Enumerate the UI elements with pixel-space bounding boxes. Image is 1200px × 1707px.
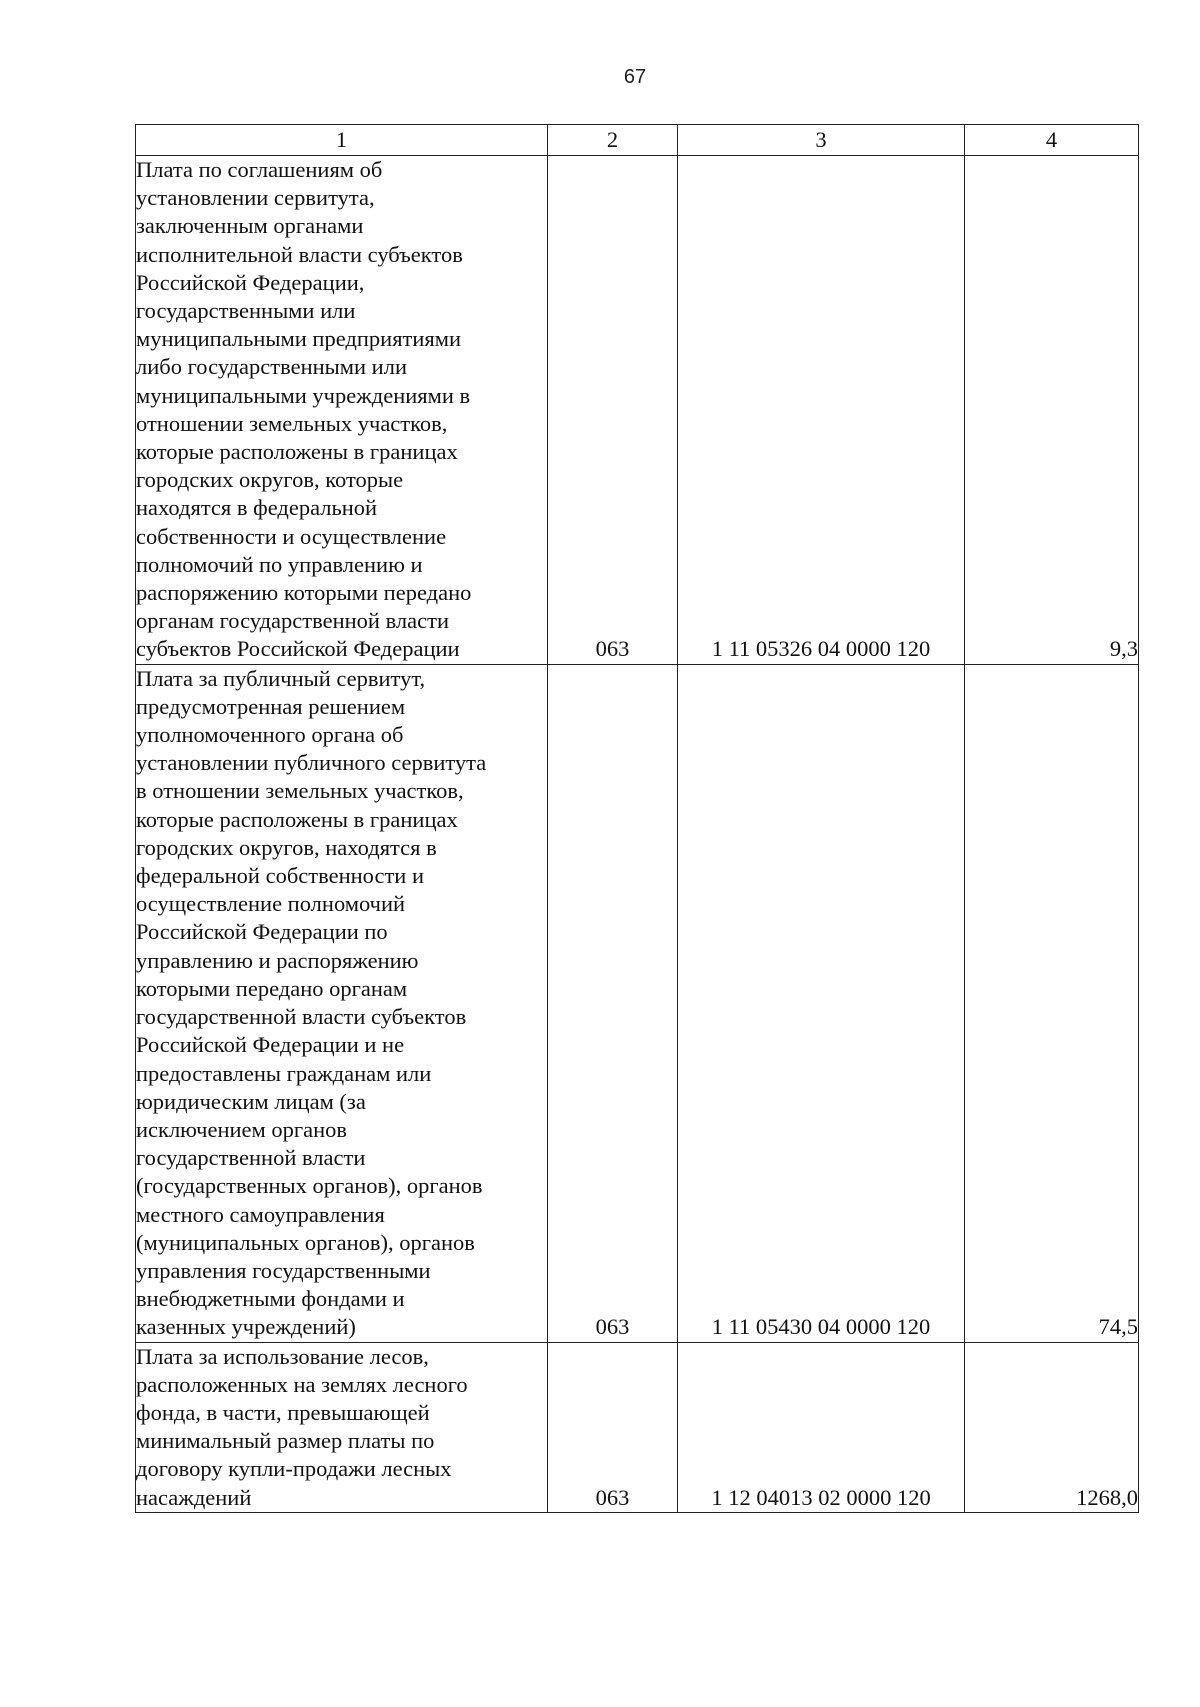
description-line: Плата по соглашениям об: [136, 157, 383, 182]
description-line: которыми передано органам: [136, 975, 408, 1001]
revenue-description: [136, 156, 548, 665]
description-line: казенных учреждений): [136, 1314, 356, 1340]
description-line: насаждений: [136, 1484, 252, 1510]
description-line: муниципальными предприятиями: [136, 326, 462, 352]
description-line: Плата за использование лесов,: [136, 1343, 429, 1369]
description-line: предоставлены гражданам или: [136, 1060, 432, 1086]
description-line: городских округов, которые: [136, 467, 404, 493]
column-header-3: 3: [678, 125, 965, 156]
description-line: исполнительной власти субъектов: [136, 241, 463, 267]
revenue-description: [136, 664, 548, 1342]
description-line: установлении сервитута,: [136, 185, 375, 211]
amount-value: 74,5: [965, 664, 1139, 1342]
description-line: отношении земельных участков,: [136, 410, 448, 436]
table-row: [136, 664, 1139, 1342]
description-line: которые расположены в границах: [136, 439, 458, 465]
column-number-row: [136, 125, 1139, 156]
page-number: 67: [623, 66, 647, 88]
description-line: управлению и распоряжению: [136, 947, 419, 973]
description-line: договору купли-продажи лесных: [136, 1456, 452, 1482]
description-line: управления государственными: [136, 1257, 431, 1283]
amount-value: 9,3: [965, 156, 1139, 665]
description-line: либо государственными или: [136, 354, 407, 380]
description-line: органам государственной власти: [136, 608, 449, 634]
revenue-description: [136, 1342, 548, 1512]
description-line: которые расположены в границах: [136, 806, 458, 832]
budget-classification-code: 1 11 05326 04 0000 120: [678, 156, 965, 665]
budget-classification-code: 1 12 04013 02 0000 120: [678, 1342, 965, 1512]
description-line: Плата за публичный сервитут,: [136, 665, 426, 691]
description-line: субъектов Российской Федерации: [136, 636, 460, 662]
description-line: в отношении земельных участков,: [136, 778, 464, 804]
table-row: [136, 1342, 1139, 1512]
table-row: [136, 156, 1139, 665]
description-line: расположенных на землях лесного: [136, 1371, 468, 1397]
description-line: Российской Федерации и не: [136, 1032, 405, 1058]
description-line: минимальный размер платы по: [136, 1428, 435, 1454]
description-line: уполномоченного органа об: [136, 722, 404, 748]
description-line: (государственных органов), органов: [136, 1173, 483, 1199]
description-line: фонда, в части, превышающей: [136, 1399, 430, 1425]
administrator-code: 063: [548, 664, 678, 1342]
administrator-code: 063: [548, 156, 678, 665]
amount-value: 1268,0: [965, 1342, 1139, 1512]
description-line: собственности и осуществление: [136, 523, 447, 549]
column-header-2: 2: [548, 125, 678, 156]
column-header-1: 1: [136, 125, 548, 156]
description-line: осуществление полномочий: [136, 891, 406, 917]
description-line: заключенным органами: [136, 213, 364, 239]
description-line: распоряжению которыми передано: [136, 580, 472, 606]
description-line: государственными или: [136, 298, 356, 324]
description-line: государственной власти: [136, 1145, 366, 1171]
description-line: находятся в федеральной: [136, 495, 378, 521]
description-line: внебюджетными фондами и: [136, 1286, 405, 1312]
table-body: [136, 156, 1139, 1513]
column-header-4: 4: [965, 125, 1139, 156]
description-line: установлении публичного сервитута: [136, 750, 487, 776]
description-line: Российской Федерации по: [136, 919, 388, 945]
description-line: юридическим лицам (за: [136, 1088, 366, 1114]
revenue-table: [135, 124, 1139, 1513]
description-line: федеральной собственности и: [136, 863, 424, 889]
description-line: (муниципальных органов), органов: [136, 1229, 475, 1255]
administrator-code: 063: [548, 1342, 678, 1512]
description-line: исключением органов: [136, 1116, 348, 1142]
description-line: муниципальными учреждениями в: [136, 382, 471, 408]
description-line: государственной власти субъектов: [136, 1004, 467, 1030]
description-line: полномочий по управлению и: [136, 551, 423, 577]
description-line: предусмотренная решением: [136, 693, 406, 719]
description-line: местного самоуправления: [136, 1201, 385, 1227]
description-line: Российской Федерации,: [136, 269, 365, 295]
budget-classification-code: 1 11 05430 04 0000 120: [678, 664, 965, 1342]
description-line: городских округов, находятся в: [136, 834, 437, 860]
